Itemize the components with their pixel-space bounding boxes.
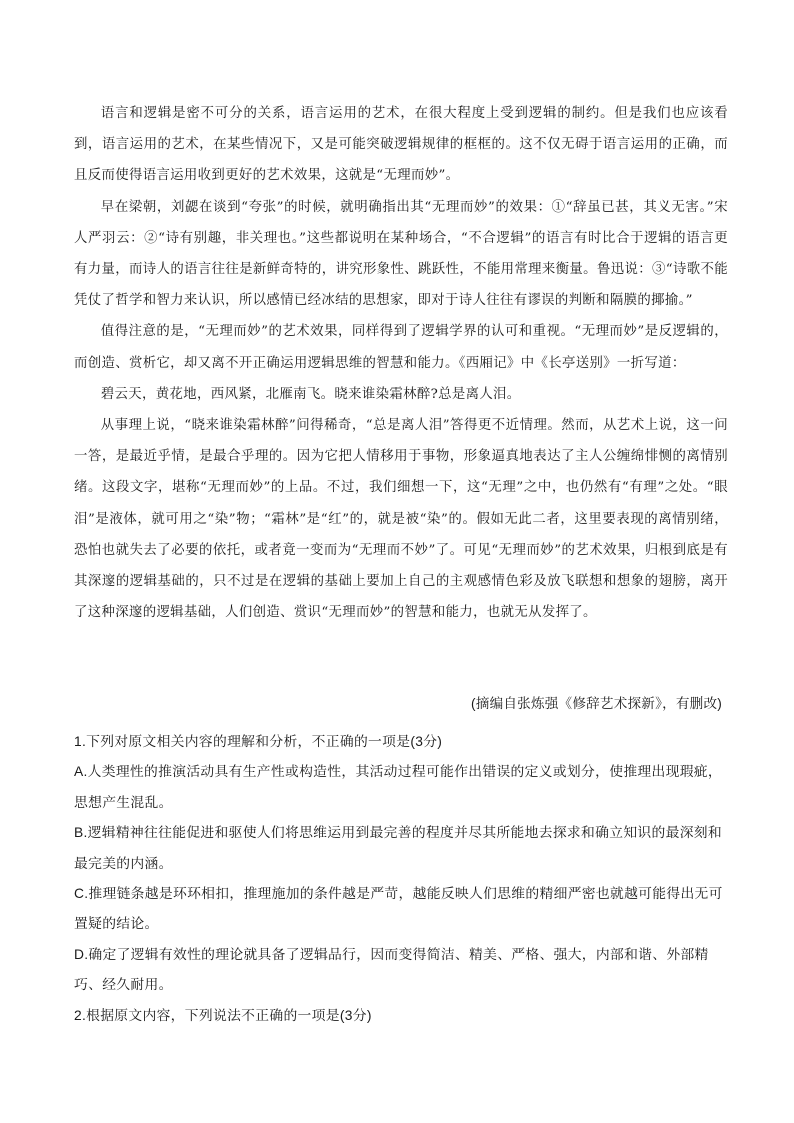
option-a: A.人类理性的推演活动具有生产性或构造性，其活动过程可能作出错误的定义或划分，使推理出现瑕疵，思想产生混乱。 bbox=[74, 764, 722, 810]
option-c: C.推理链条越是环环相扣，推理施加的条件越是严苛，越能反映人们思维的精细严密也就越可能得出无可置疑的结论。 bbox=[74, 886, 723, 932]
question-stem: 1.下列对原文相关内容的理解和分析，不正确的一项是(3分) bbox=[74, 734, 443, 749]
source-citation: (摘编自张炼强《修辞艺术探新》，有删改) bbox=[471, 696, 722, 711]
option-b: B.逻辑精神往往能促进和驱使人们将思维运用到最完善的程度并尽其所能地去探求和确立知识的最深刻和最完美的内涵。 bbox=[74, 825, 722, 871]
poem-quote: 碧云天，黄花地，西风紧，北雁南飞。晓来谁染霜林醉?总是离人泪。 bbox=[100, 386, 521, 402]
question-1 bbox=[74, 727, 734, 1001]
article-paragraph: 早在梁朝，刘勰在谈到“夸张”的时候，就明确指出其“无理而妙”的效果：①“辞虽已甚，其义无害。”宋人严羽云：②“诗有别趣，非关理也。”这些都说明在某种场合，“不合逻辑”的语言有时比合于逻辑的语言更有力量，而诗人的语言往往是新鲜奇特的，讲究形象性、跳跃性，不能用常理来衡量。鲁迅说：③“诗歌不能凭仗了哲学和智力来认识，所以感情已经冰结的思想家，即对于诗人往往有谬误的判断和隔膜的揶揄。” bbox=[74, 199, 728, 309]
article-paragraph: 值得注意的是，“无理而妙”的艺术效果，同样得到了逻辑学界的认可和重视。“无理而妙”是反逻辑的，而创造、赏析它，却又离不开正确运用逻辑思维的智慧和能力。《西厢记》中《长亭送别》一折写道： bbox=[74, 324, 728, 371]
question-2 bbox=[74, 1001, 734, 1031]
question-section bbox=[74, 727, 734, 1031]
option-d: D.确定了逻辑有效性的理论就具备了逻辑品行，因而变得简洁、精美、严格、强大，内部和谐、外部精巧、经久耐用。 bbox=[74, 946, 709, 993]
article-paragraph: 从事理上说，“晓来谁染霜林醉”问得稀奇，“总是离人泪”答得更不近情理。然而，从艺术上说，这一问一答，是最近乎情，是最合乎理的。因为它把人情移用于事物，形象逼真地表达了主人公缠绵悱恻的离情别绪。这段文字，堪称“无理而妙”的上品。不过，我们细想一下，这“无理”之中，也仍然有“有理”之处。“眼泪”是液体，就可用之“染”物；“霜林”是“红”的，就是被“染”的。假如无此二者，这里要表现的离情别绪，恐怕也就失去了必要的依托，或者竟一变而为“无理而不妙”了。可见“无理而妙”的艺术效果，归根到底是有其深邃的逻辑基础的，只不过是在逻辑的基础上要加上自己的主观感情色彩及放飞联想和想象的翅膀，离开了这种深邃的逻辑基础，人们创造、赏识“无理而妙”的智慧和能力，也就无从发挥了。 bbox=[74, 418, 728, 621]
article-paragraph: 语言和逻辑是密不可分的关系，语言运用的艺术，在很大程度上受到逻辑的制约。但是我们也应该看到，语言运用的艺术，在某些情况下，又是可能突破逻辑规律的框框的。这不仅无碍于语言运用的正确，而且反而使得语言运用收到更好的艺术效果，这就是“无理而妙”。 bbox=[74, 106, 728, 184]
question-stem: 2.根据原文内容，下列说法不正确的一项是(3分) bbox=[74, 1007, 372, 1023]
article-body bbox=[74, 98, 728, 628]
